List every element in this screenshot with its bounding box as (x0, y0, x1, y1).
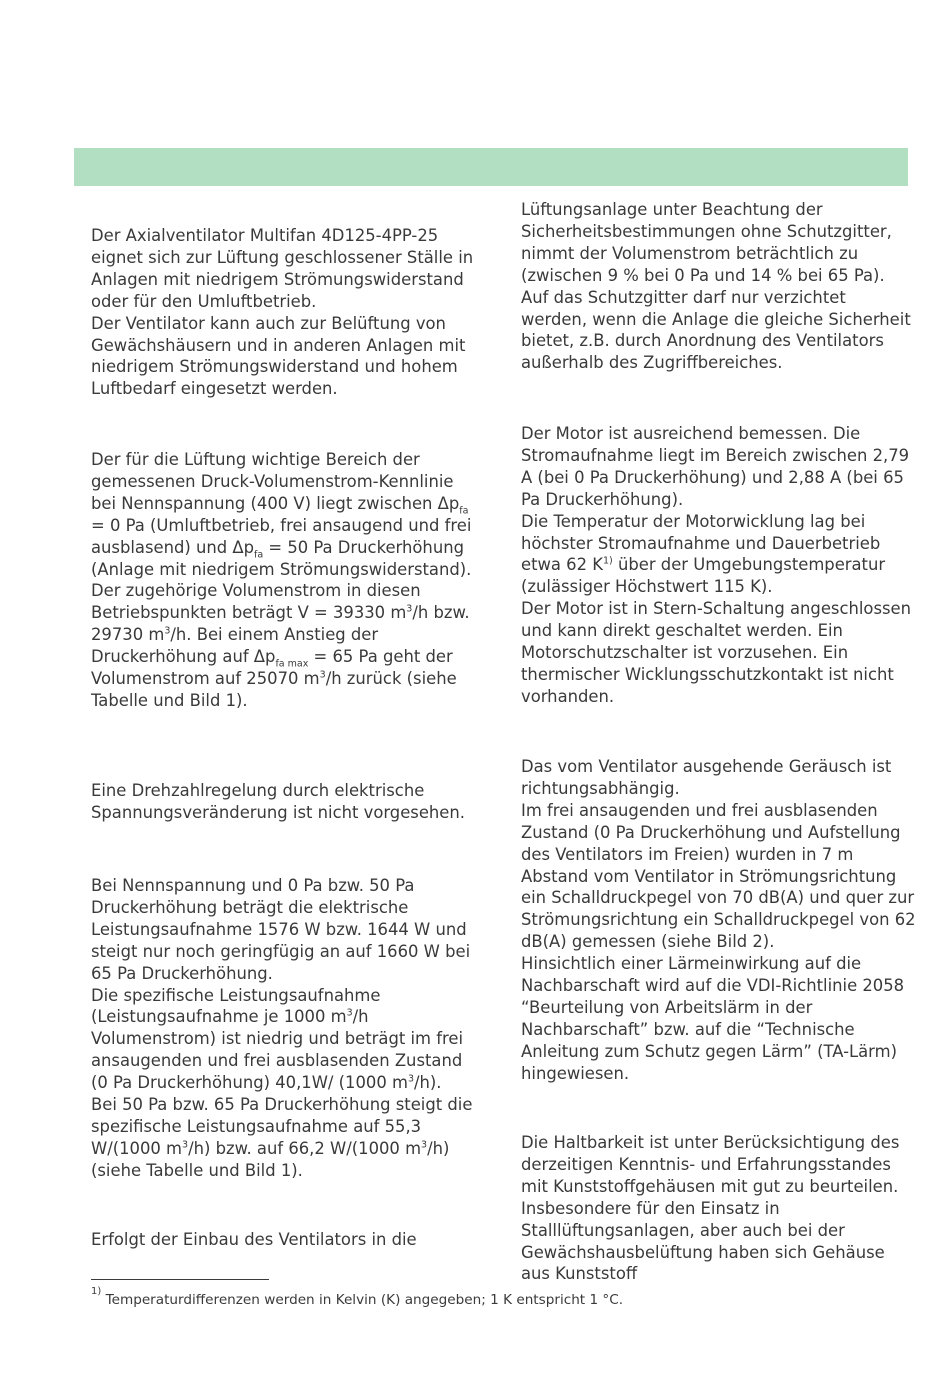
paragraph: Die spezifische Leistungsaufnahme (Leistungsaufnahme je 1000 $m^3/h$ Volumenstrom) ist niedrig und beträgt im frei ansaugenden und frei ausblasenden Zustand (0 Pa Druckerhöhung) 40,1W/ (1000 $m^3/h$). (91, 985, 464, 1093)
section-motor (521, 423, 916, 708)
section-application (91, 225, 483, 400)
paragraph: Eine Drehzahlregelung durch elektrische Spannungsveränderung ist nicht vorgesehen. (91, 781, 465, 822)
paragraph: Erfolgt der Einbau des Ventilators in die (91, 1230, 417, 1249)
footnote-mark: 1) (91, 1286, 102, 1298)
paragraph: Die Temperatur der Motorwicklung lag bei höchster Stromaufnahme und Dauerbetrieb etwa 62 $K^{1)}$ über der Umgebungstemperatur (zulässiger Höchstwert 115 K). (521, 511, 886, 597)
paragraph: Der Ventilator kann auch zur Belüftung von Gewächshäusern und in anderen Anlagen mit niedrigem Strömungswiderstand und hohem Luftbedarf eingesetzt werden. (91, 313, 466, 399)
section-airflow (91, 449, 483, 712)
paragraph: Lüftungsanlage unter Beachtung der Sicherheitsbestimmungen ohne Schutzgitter, nimmt der Volumenstrom beträchtlich zu (zwischen 9 % bei 0 Pa und 14 % bei 65 Pa). Auf das Schutzgitter darf nur verzichtet werden, wenn die Anlage die gleiche Sicherheit bietet, z.B. durch Anordnung des Ventilators außerhalb des Zugriffbereiches. (521, 200, 911, 373)
paragraph: Das vom Ventilator ausgehende Geräusch ist richtungsabhängig. (521, 757, 892, 798)
paragraph: Bei Nennspannung und 0 Pa bzw. 50 Pa Druckerhöhung beträgt die elektrische Leistungsaufnahme 1576 W bzw. 1644 W und steigt nur noch geringfügig an auf 1660 W bei 65 Pa Druckerhöhung. (91, 876, 471, 983)
section-durability (521, 1132, 916, 1285)
paragraph: Im frei ansaugenden und frei ausblasenden Zustand (0 Pa Druckerhöhung und Aufstellung des Ventilators im Freien) wurden in 7 m Abstand vom Ventilator in Strömungsrichtung ein Schalldruckpegel von 70 dB(A) und quer zur Strömungsrichtung ein Schalldruckpegel von 62 dB(A) gemessen (siehe Bild 2). (521, 800, 916, 952)
footnote-rule (91, 1279, 269, 1280)
paragraph: Der Axialventilator Multifan 4D125-4PP-25 eignet sich zur Lüftung geschlossener Ställe in Anlagen mit niedrigem Strömungswiderstand oder für den Umluftbetrieb. (91, 226, 474, 311)
paragraph: Der Motor ist in Stern-Schaltung angeschlossen und kann direkt geschaltet werden. Ein Motorschutzschalter ist vorzusehen. Ein thermischer Wicklungsschutzkontakt ist nicht vorhanden. (521, 599, 911, 706)
section-power (91, 875, 483, 1182)
paragraph: Der Motor ist ausreichend bemessen. Die Stromaufnahme liegt im Bereich zwischen 2,79 A (bei 0 Pa Druckerhöhung) und 2,88 A (bei 65 Pa Druckerhöhung). (521, 424, 910, 509)
footnote (91, 1286, 791, 1309)
section-noise (521, 756, 916, 1085)
header-band (74, 148, 908, 186)
paragraph: Der für die Lüftung wichtige Bereich der gemessenen Druck-Volumenstrom-Kennlinie bei Nennspannung (400 V) liegt zwischen $\Delta p_{fa} = 0$ Pa (Umluftbetrieb, frei ansaugend und frei ausblasend) und $\Delta p_{fa} = 50$ Pa Druckerhöhung (Anlage mit niedrigem Strömungswiderstand). (91, 450, 472, 579)
paragraph: Der zugehörige Volumenstrom in diesen Betriebspunkten beträgt V = 39330 $m^3/h$ bzw. 29730 $m^3/h$. Bei einem Anstieg der Druckerhöhung auf $\Delta p_{fa max} = 65$ Pa geht der Volumenstrom auf 25070 $m^3/h$ zurück (siehe Tabelle und Bild 1). (91, 581, 470, 710)
section-installation-cont (521, 199, 916, 374)
paragraph: Hinsichtlich einer Lärmeinwirkung auf die Nachbarschaft wird auf die VDI-Richtlinie 2058 “Beurteilung von Arbeitslärm in der Nachbarschaft” bzw. auf die “Technische Anleitung zum Schutz gegen Lärm” (TA-Lärm) hingewiesen. (521, 954, 905, 1083)
section-installation (91, 1229, 483, 1251)
paragraph: Bei 50 Pa bzw. 65 Pa Druckerhöhung steigt die spezifische Leistungsaufnahme auf 55,3 W/(1000 $m^3/h$) bzw. auf 66,2 W/(1000 $m^3/h$) (siehe Tabelle und Bild 1). (91, 1095, 473, 1180)
section-speed-control (91, 780, 483, 824)
footnote-text: Temperaturdifferenzen werden in Kelvin (K) angegeben; 1 K entspricht 1 °C. (105, 1292, 624, 1308)
paragraph: Die Haltbarkeit ist unter Berücksichtigung des derzeitigen Kenntnis- und Erfahrungsstandes mit Kunststoffgehäusen mit gut zu beurteilen. Insbesondere für den Einsatz in Stalllüftungsanlagen, aber auch bei der Gewächshausbelüftung haben sich Gehäuse aus Kunststoff (521, 1133, 900, 1284)
